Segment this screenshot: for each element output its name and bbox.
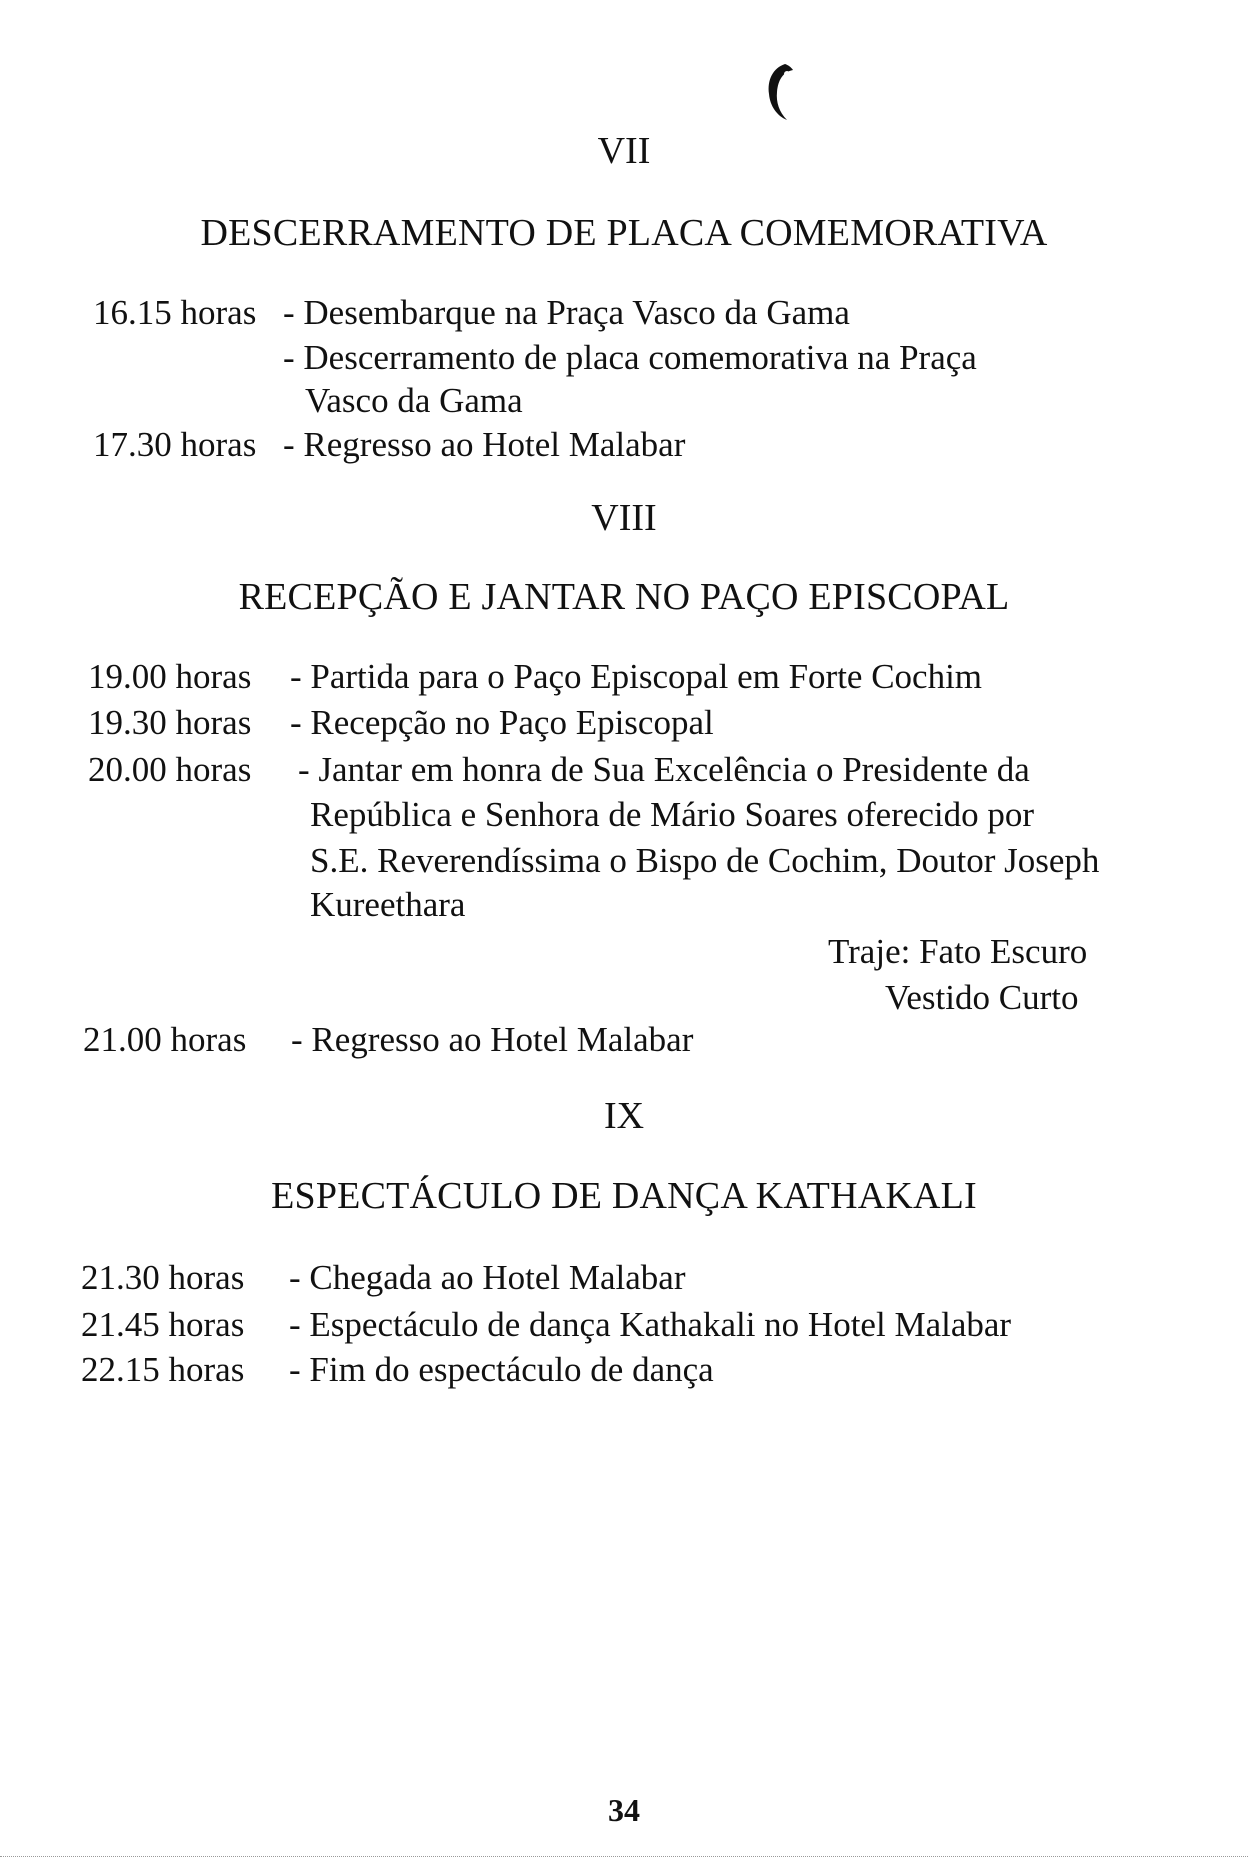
schedule-text: S.E. Reverendíssima o Bispo de Cochim, Doutor Joseph [310, 841, 1100, 880]
schedule-text: - Chegada ao Hotel Malabar [289, 1258, 686, 1297]
schedule-time: 21.00 horas [83, 1020, 247, 1059]
dress-code-line [885, 975, 1078, 1021]
schedule-line [81, 1302, 1011, 1348]
schedule-time: 21.30 horas [81, 1258, 245, 1297]
schedule-line [310, 792, 1034, 838]
schedule-line [305, 378, 523, 424]
schedule-line [310, 838, 1099, 884]
schedule-text: - Desembarque na Praça Vasco da Gama [283, 293, 850, 332]
schedule-line [83, 1017, 693, 1063]
schedule-text: - Descerramento de placa comemorativa na Praça [283, 338, 977, 377]
page-number: 34 [608, 1792, 640, 1828]
footer-rule [0, 1856, 1248, 1858]
schedule-text: - Jantar em honra de Sua Excelência o Presidente da [298, 750, 1030, 789]
section-numeral: IX [603, 1095, 645, 1137]
schedule-line [88, 747, 1030, 793]
dress-code-text: Vestido Curto [885, 978, 1079, 1017]
section-title: DESCERRAMENTO DE PLACA COMEMORATIVA [200, 212, 1048, 254]
schedule-time: 19.30 horas [88, 703, 252, 742]
schedule-line [81, 1347, 714, 1393]
crescent-emblem-icon [763, 62, 797, 122]
schedule-time: 21.45 horas [81, 1305, 245, 1344]
section-numeral: VII [597, 130, 651, 172]
schedule-time: 17.30 horas [93, 425, 257, 464]
dress-code-line [828, 929, 1087, 975]
schedule-line [88, 654, 982, 700]
schedule-text: Vasco da Gama [305, 381, 523, 420]
schedule-line [93, 422, 685, 468]
schedule-text: - Espectáculo de dança Kathakali no Hotel Malabar [289, 1305, 1012, 1344]
schedule-time: 20.00 horas [88, 750, 252, 789]
schedule-time: 22.15 horas [81, 1350, 245, 1389]
schedule-text: - Fim do espectáculo de dança [289, 1350, 714, 1389]
schedule-text: República e Senhora de Mário Soares oferecido por [310, 795, 1035, 834]
section-numeral: VIII [591, 497, 657, 539]
schedule-text: Kureethara [310, 885, 466, 924]
schedule-line [81, 1255, 686, 1301]
schedule-text: - Regresso ao Hotel Malabar [283, 425, 686, 464]
section-title: ESPECTÁCULO DE DANÇA KATHAKALI [271, 1175, 977, 1217]
schedule-text: - Partida para o Paço Episcopal em Forte Cochim [290, 657, 983, 696]
schedule-time: 16.15 horas [93, 293, 257, 332]
section-title: RECEPÇÃO E JANTAR NO PAÇO EPISCOPAL [238, 576, 1010, 618]
schedule-time: 19.00 horas [88, 657, 252, 696]
schedule-line [93, 290, 850, 336]
dress-code-text: Traje: Fato Escuro [828, 932, 1088, 971]
schedule-text: - Regresso ao Hotel Malabar [291, 1020, 694, 1059]
schedule-line [283, 335, 977, 381]
schedule-line [310, 882, 465, 928]
schedule-line [88, 700, 714, 746]
schedule-text: - Recepção no Paço Episcopal [290, 703, 714, 742]
